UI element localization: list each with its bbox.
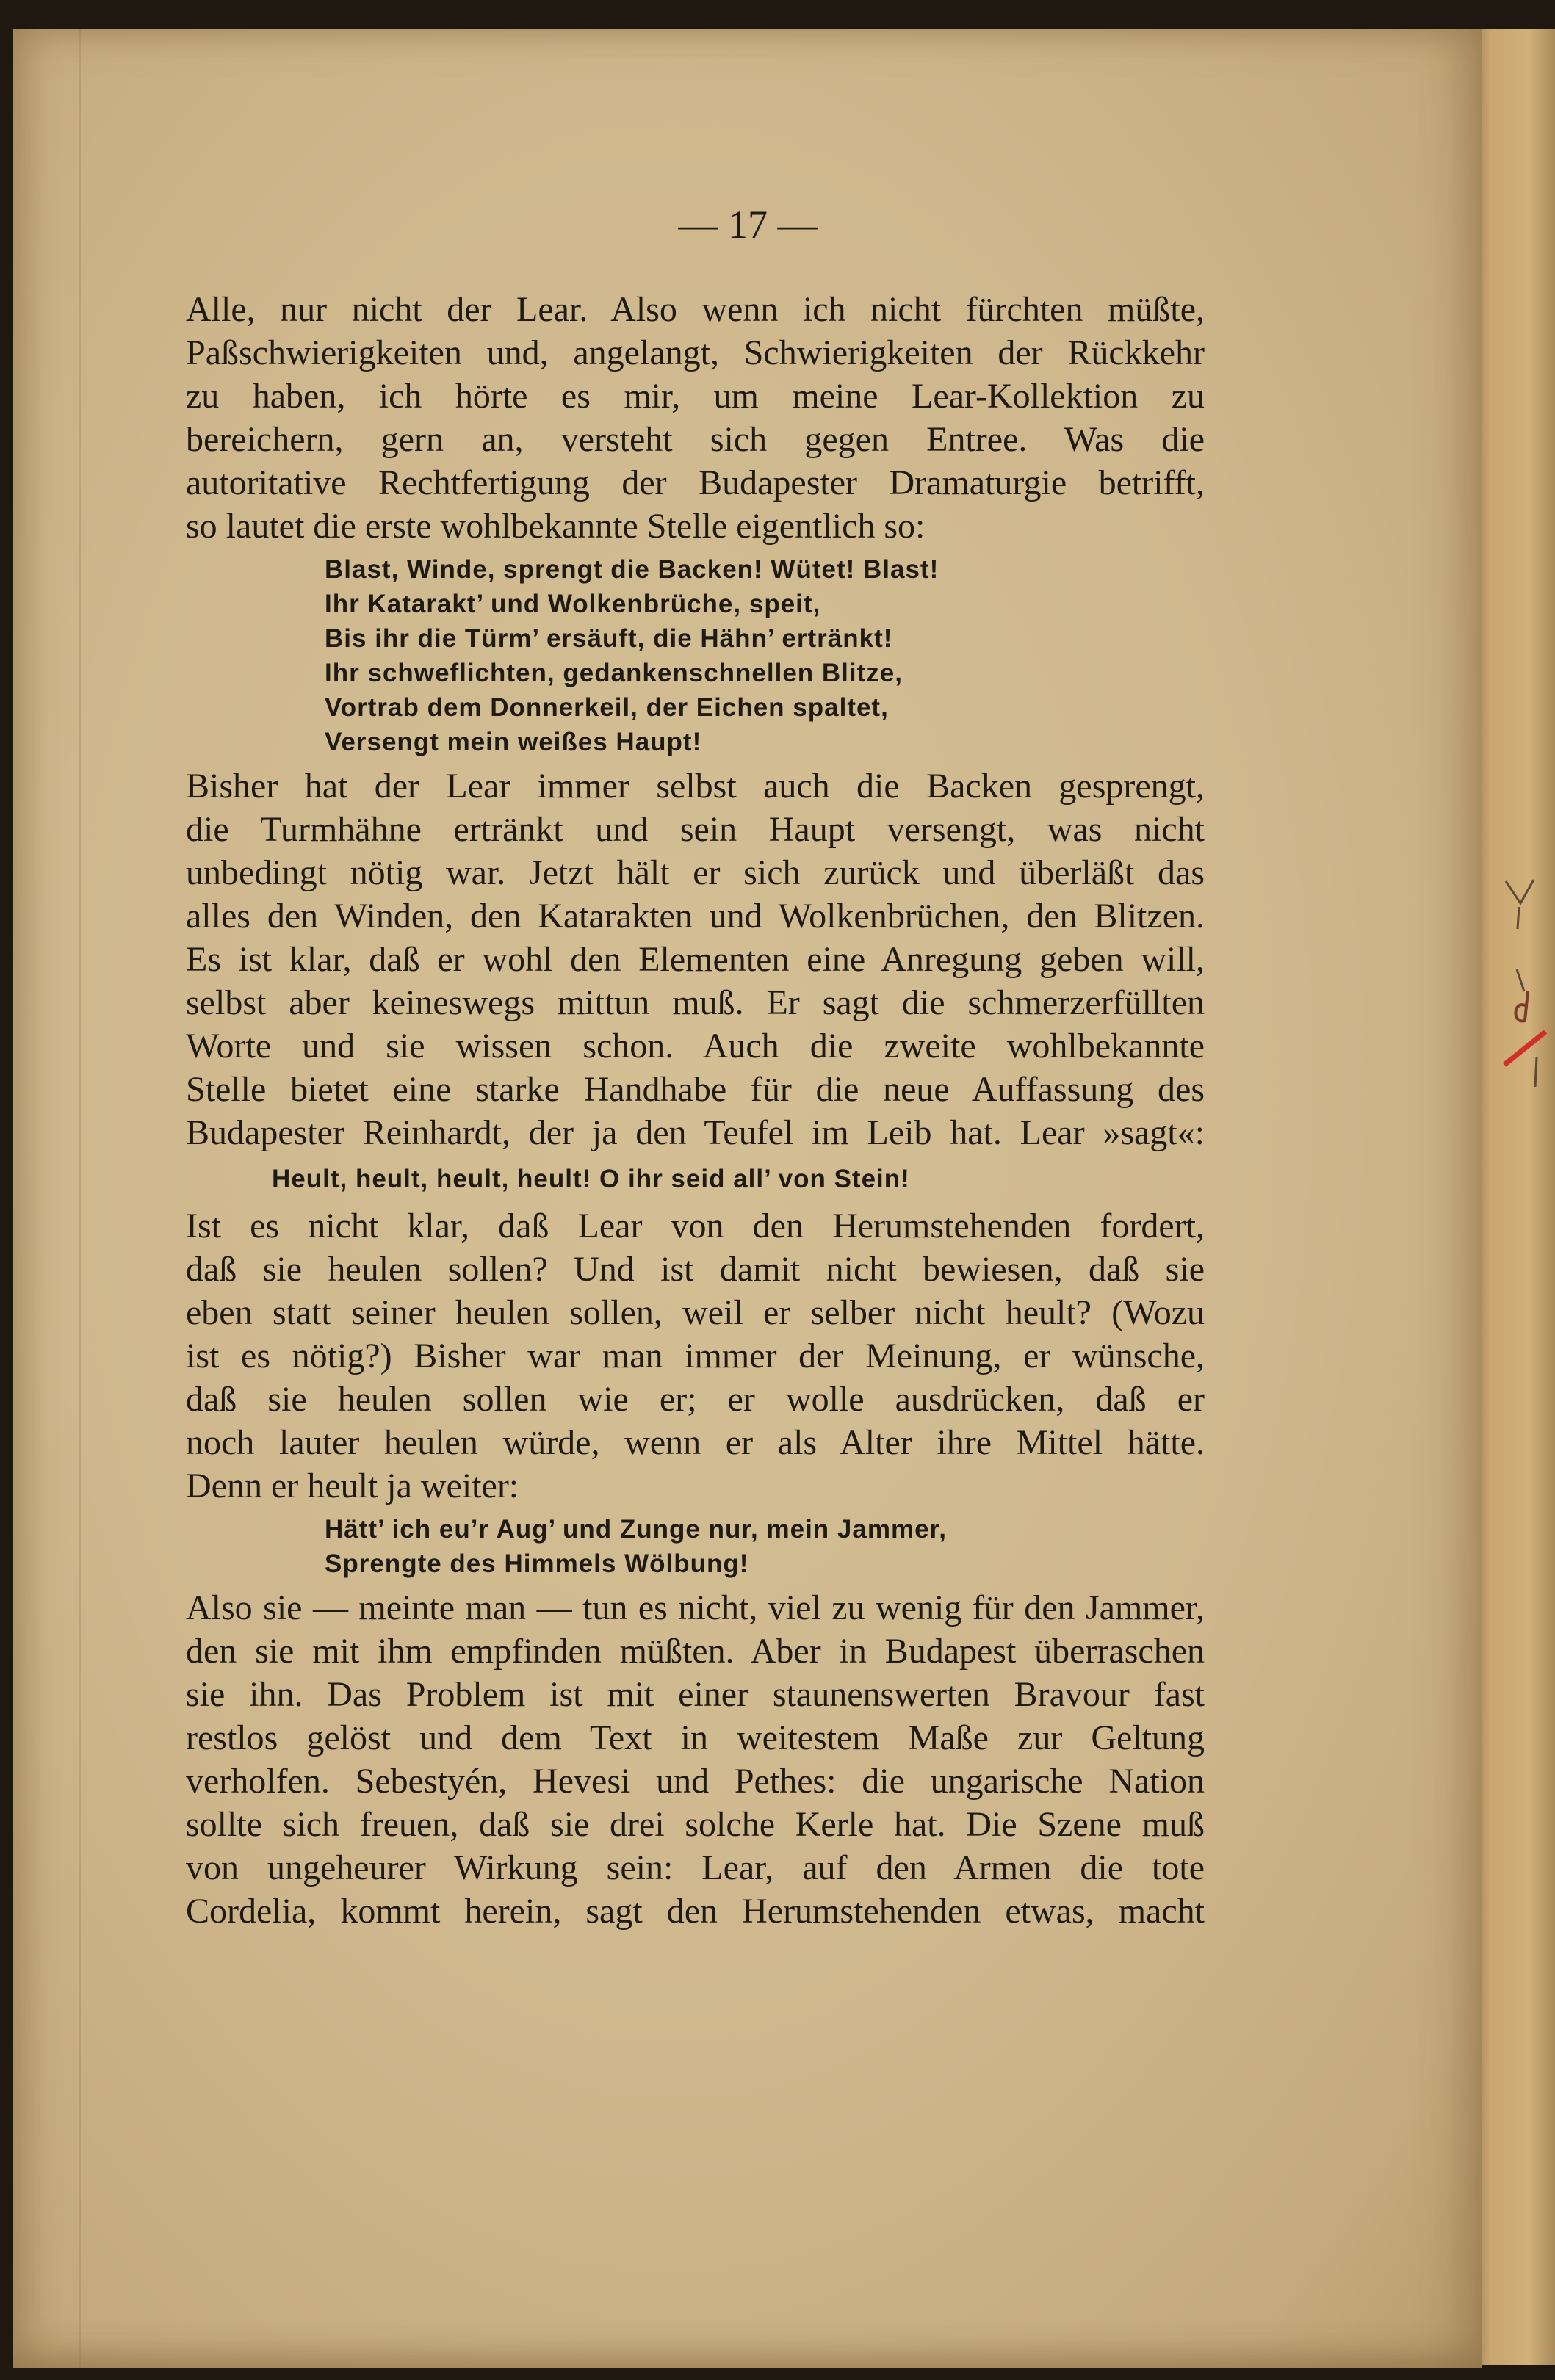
page-fold-line xyxy=(79,29,81,2368)
verse-line: Vortrab dem Donnerkeil, der Eichen spaltet, xyxy=(325,693,889,722)
text-line: eben statt seiner heulen sollen, weil er selber nicht heult? (Wozu xyxy=(186,1293,1205,1332)
text-line: Ist es nicht klar, daß Lear von den Herumstehenden fordert, xyxy=(186,1207,1205,1245)
verse-line: Bis ihr die Türm’ ersäuft, die Hähn’ ertränkt! xyxy=(325,624,893,653)
verse-line: Versengt mein weißes Haupt! xyxy=(325,728,702,756)
text-line: Cordelia, kommt herein, sagt den Herumstehenden etwas, macht xyxy=(186,1892,1205,1931)
text-line: Paßschwierigkeiten und, angelangt, Schwierigkeiten der Rückkehr xyxy=(186,333,1205,372)
text-line: autoritative Rechtfertigung der Budapester Dramaturgie betrifft, xyxy=(186,463,1205,502)
text-line: Bisher hat der Lear immer selbst auch die Backen gesprengt, xyxy=(186,767,1205,806)
text-line: sie ihn. Das Problem ist mit einer staunenswerten Bravour fast xyxy=(186,1675,1205,1714)
verse-line: Heult, heult, heult, heult! O ihr seid all’ von Stein! xyxy=(272,1165,910,1193)
text-line: den sie mit ihm empfinden müßten. Aber in Budapest überraschen xyxy=(186,1632,1205,1671)
text-line: unbedingt nötig war. Jetzt hält er sich zurück und überläßt das xyxy=(186,853,1205,892)
text-line: Denn er heult ja weiter: xyxy=(186,1466,519,1505)
text-line: Alle, nur nicht der Lear. Also wenn ich nicht fürchten müßte, xyxy=(186,290,1205,329)
pencil-mark-icon xyxy=(1498,867,1550,1116)
text-line: bereichern, gern an, versteht sich gegen Entree. Was die xyxy=(186,420,1205,459)
verse-line: Ihr schweflichten, gedankenschnellen Blitze, xyxy=(325,659,903,687)
text-line: Budapester Reinhardt, der ja den Teufel im Leib hat. Lear »sagt«: xyxy=(186,1113,1205,1152)
text-line: alles den Winden, den Katarakten und Wolkenbrüchen, den Blitzen. xyxy=(186,897,1205,936)
text-line: noch lauter heulen würde, wenn er als Alter ihre Mittel hätte. xyxy=(186,1423,1205,1462)
text-line: Also sie — meinte man — tun es nicht, viel zu wenig für den Jammer, xyxy=(186,1588,1205,1627)
verse-line: Hätt’ ich eu’r Aug’ und Zunge nur, mein Jammer, xyxy=(325,1515,947,1544)
text-line: Stelle bietet eine starke Handhabe für die neue Auffassung des xyxy=(186,1070,1205,1109)
text-line: daß sie heulen sollen? Und ist damit nicht bewiesen, daß sie xyxy=(186,1250,1205,1289)
verse-line: Ihr Katarakt’ und Wolkenbrüche, speit, xyxy=(325,590,821,618)
page-number: — 17 — xyxy=(678,203,818,247)
text-line: von ungeheurer Wirkung sein: Lear, auf den Armen die tote xyxy=(186,1848,1205,1887)
text-line: sollte sich freuen, daß sie drei solche Kerle hat. Die Szene muß xyxy=(186,1805,1205,1844)
text-line: so lautet die erste wohlbekannte Stelle eigentlich so: xyxy=(186,507,926,546)
text-line: restlos gelöst und dem Text in weitestem Maße zur Geltung xyxy=(186,1718,1205,1757)
text-line: ist es nötig?) Bisher war man immer der Meinung, er wünsche, xyxy=(186,1337,1205,1375)
verse-line: Sprengte des Himmels Wölbung! xyxy=(325,1549,749,1578)
margin-pencil-marks xyxy=(1498,867,1550,1116)
book-page xyxy=(13,29,1482,2368)
text-line: zu haben, ich hörte es mir, um meine Lear-Kollektion zu xyxy=(186,377,1205,416)
text-line: Worte und sie wissen schon. Auch die zweite wohlbekannte xyxy=(186,1027,1205,1066)
text-line: die Turmhähne ertränkt und sein Haupt versengt, was nicht xyxy=(186,810,1205,849)
text-line: daß sie heulen sollen wie er; er wolle ausdrücken, daß er xyxy=(186,1380,1205,1419)
text-line: verholfen. Sebestyén, Hevesi und Pethes: die ungarische Nation xyxy=(186,1762,1205,1801)
text-line: Es ist klar, daß er wohl den Elementen eine Anregung geben will, xyxy=(186,940,1205,979)
verse-line: Blast, Winde, sprengt die Backen! Wütet! Blast! xyxy=(325,555,939,584)
text-line: selbst aber keineswegs mittun muß. Er sagt die schmerzerfüllten xyxy=(186,983,1205,1022)
